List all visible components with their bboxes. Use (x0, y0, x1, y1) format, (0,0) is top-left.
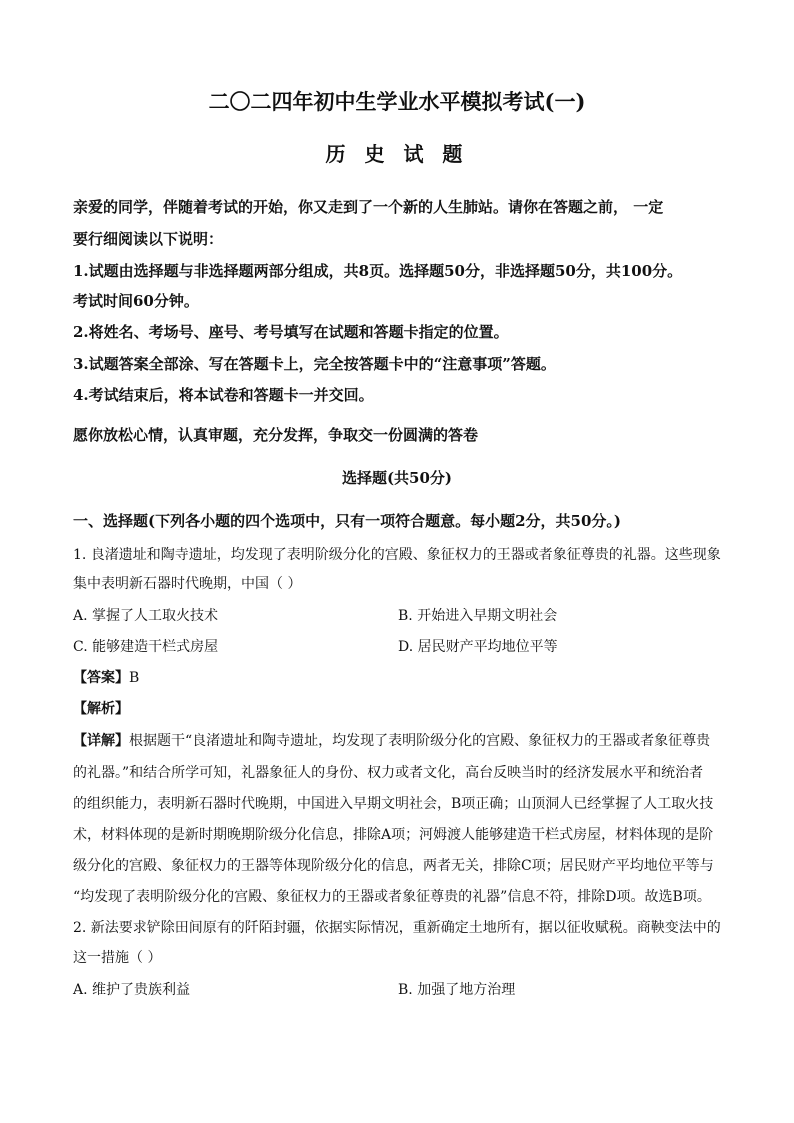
q1-detail-line-1 (73, 730, 710, 750)
answer-value: B (129, 670, 140, 686)
q1-answer-row (73, 667, 139, 687)
q1-option-a: A. 掌握了人工取火技术 (73, 608, 219, 624)
q2-stem-line-1: 2. 新法要求铲除田间原有的阡陌封疆，依据实际情况，重新确定土地所有，据以征收赋税。商鞅变法中的 (73, 920, 721, 936)
part-title: 一、选择题(下列各小题的四个选项中，只有一项符合题意。每小题2分，共50分。) (73, 512, 622, 530)
q1-stem-line-1: 1. 良渚遗址和陶寺遗址，均发现了表明阶级分化的宫殿、象征权力的王器或者象征尊贵的礼器。这些现象 (73, 547, 721, 563)
exam-title: 二〇二四年初中生学业水平模拟考试(一) (208, 89, 586, 114)
section-heading: 选择题(共50分) (341, 469, 453, 487)
answer-tag: 【答案】 (73, 670, 129, 686)
instruction-item-3: 3.试题答案全部涂、写在答题卡上，完全按答题卡中的“注意事项”答题。 (73, 355, 556, 373)
q2-stem-line-2: 这一措施（ ） (73, 950, 162, 966)
q1-option-d: D. 居民财产平均地位平等 (398, 639, 558, 655)
detail-text-1: 根据题干“良渚遗址和陶寺遗址，均发现了表明阶级分化的宫殿、象征权力的王器或者象征尊贵 (129, 733, 711, 749)
instruction-item-2: 2.将姓名、考场号、座号、考号填写在试题和答题卡指定的位置。 (73, 323, 509, 341)
detail-tag: 【详解】 (73, 733, 129, 749)
q1-detail-line-4: 术，材料体现的是新时期晚期阶级分化信息，排除A项；河姆渡人能够建造干栏式房屋，材料体现的是阶 (73, 827, 714, 843)
instruction-item-1-line-1: 1.试题由选择题与非选择题两部分组成，共8页。选择题50分，非选择题50分，共100分。 (73, 262, 683, 280)
q1-option-b: B. 开始进入早期文明社会 (398, 608, 558, 624)
q2-option-b: B. 加强了地方治理 (398, 982, 516, 998)
instruction-item-4: 4.考试结束后，将本试卷和答题卡一并交回。 (73, 386, 374, 404)
q1-option-c: C. 能够建造干栏式房屋 (73, 639, 219, 655)
intro-line-2: 要行细阅读以下说明： (73, 230, 224, 248)
q1-detail-line-5: 级分化的宫殿、象征权力的王器等体现阶级分化的信息，两者无关，排除C项；居民财产平均地位平等与 (73, 858, 714, 874)
q2-option-a: A. 维护了贵族利益 (73, 982, 191, 998)
q1-stem-line-2: 集中表明新石器时代晚期，中国（ ） (73, 576, 302, 592)
instruction-item-1-line-2: 考试时间60分钟。 (73, 292, 199, 310)
exam-subtitle: 历 史 试 题 (325, 142, 469, 166)
intro-line-1: 亲爱的同学，伴随着考试的开始，你又走到了一个新的人生肺站。请你在答题之前， 一定 (73, 198, 664, 216)
q1-detail-line-2: 的礼器。”和结合所学可知，礼器象征人的身份、权力或者文化，高台反映当时的经济发展水平和统治者 (73, 765, 704, 781)
analysis-tag: 【解析】 (73, 701, 129, 717)
wish-line: 愿你放松心情，认真审题，充分发挥，争取交一份圆满的答卷 (73, 426, 479, 444)
q1-detail-line-3: 的组织能力，表明新石器时代晚期，中国进入早期文明社会，B项正确；山顶洞人已经掌握了人工取火技 (73, 796, 714, 812)
q1-analysis-row (73, 698, 129, 718)
q1-detail-line-6: “均发现了表明阶级分化的宫殿、象征权力的王器或者象征尊贵的礼器”信息不符，排除D项。故选B项。 (73, 889, 711, 905)
